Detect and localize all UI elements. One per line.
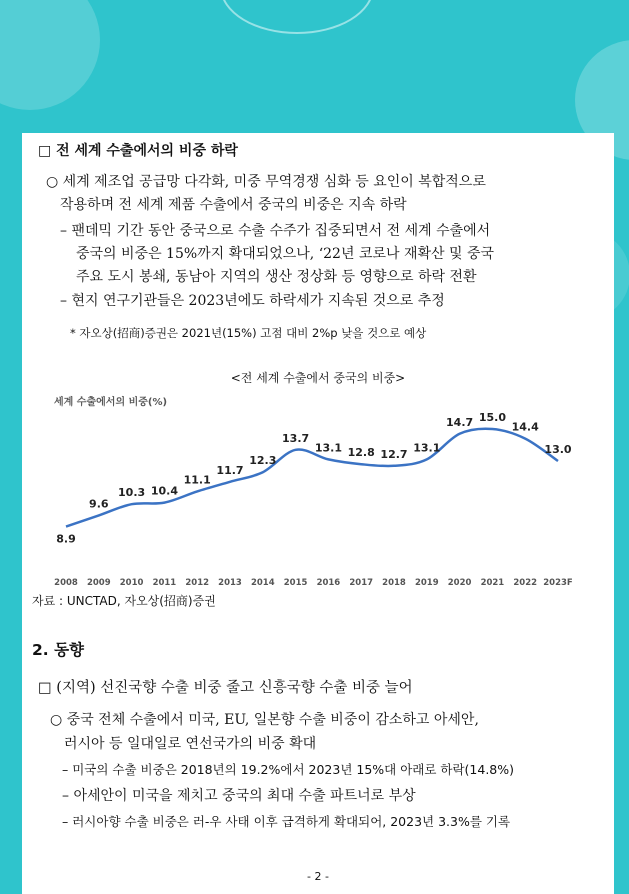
x-tick-label: 2022 [513, 578, 538, 588]
dash-line: – 팬데믹 기간 동안 중국으로 수출 수주가 집중되면서 전 세계 수출에서 [60, 223, 491, 239]
x-tick-label: 2016 [316, 578, 341, 588]
source-note: 자료 : UNCTAD, 자오상(招商)증권 [32, 594, 216, 608]
data-label: 11.1 [183, 473, 211, 487]
data-label: 13.1 [314, 441, 342, 455]
data-label: 9.6 [89, 497, 109, 511]
data-label: 12.3 [249, 454, 277, 468]
data-label: 13.1 [413, 441, 441, 455]
document-page [22, 133, 614, 894]
series-line [66, 429, 558, 527]
x-tick-label: 2020 [447, 578, 472, 588]
dash-line: – 러시아향 수출 비중은 러-우 사태 이후 급격하게 확대되어, 2023년 3.3%를 기록 [62, 814, 511, 829]
footnote: * 자오상(招商)증권은 2021년(15%) 고점 대비 2%p 낮을 것으로 예상 [70, 326, 427, 340]
chart-title: <전 세계 수출에서 중국의 비중> [230, 371, 406, 385]
data-label: 12.7 [380, 447, 408, 461]
data-label: 8.9 [56, 532, 76, 546]
dash-line: – 현지 연구기관들은 2023년에도 하락세가 지속된 것으로 추정 [60, 293, 445, 309]
dash-line: 중국의 비중은 15%까지 확대되었으나, ‘22년 코로나 재확산 및 중국 [76, 246, 495, 262]
x-tick-label: 2014 [250, 578, 275, 588]
bullet-line: 러시아 등 일대일로 연선국가의 비중 확대 [64, 736, 317, 752]
x-tick-label: 2019 [414, 578, 439, 588]
x-tick-label: 2018 [382, 578, 406, 588]
x-tick-label: 2013 [218, 578, 242, 588]
dash-line: – 아세안이 미국을 제치고 중국의 최대 수출 파트너로 부상 [62, 788, 416, 804]
dash-line: 주요 도시 봉쇄, 동남아 지역의 생산 정상화 등 영향으로 하락 전환 [76, 269, 477, 285]
data-label: 10.3 [118, 486, 146, 500]
data-label: 10.4 [150, 484, 178, 498]
x-tick-label: 2021 [480, 578, 505, 588]
data-label: 11.7 [216, 463, 244, 477]
data-label: 14.4 [511, 420, 539, 434]
x-tick-label: 2010 [119, 578, 144, 588]
data-label: 13.7 [282, 431, 310, 445]
page-number: - 2 - [307, 870, 329, 883]
background-ring [220, 0, 374, 34]
x-tick-label: 2011 [152, 578, 177, 588]
bullet-line: 작용하며 전 세계 제품 수출에서 중국의 비중은 지속 하락 [60, 197, 407, 213]
section-title: 2. 동향 [32, 641, 85, 659]
data-label: 14.7 [446, 415, 474, 429]
x-tick-label: 2012 [185, 578, 210, 588]
bullet-line: ○ 중국 전체 수출에서 미국, EU, 일본향 수출 비중이 감소하고 아세안, [50, 712, 479, 728]
background-circle [0, 0, 100, 110]
data-label: 15.0 [478, 411, 506, 424]
x-tick-label: 2009 [86, 578, 111, 588]
line-chart [22, 391, 614, 606]
data-label: 13.0 [544, 443, 572, 456]
x-tick-label: 2015 [283, 578, 308, 588]
x-tick-label: 2008 [54, 578, 78, 588]
x-tick-label: 2023F [543, 578, 573, 588]
x-tick-label: 2017 [349, 578, 374, 588]
section-heading: □ (지역) 선진국향 수출 비중 줄고 신흥국향 수출 비중 늘어 [38, 680, 413, 696]
dash-line: – 미국의 수출 비중은 2018년의 19.2%에서 2023년 15%대 아래로 하락(14.8%) [62, 762, 515, 777]
chart-y-label: 세계 수출에서의 비중(%) [54, 397, 168, 408]
bullet-line: ○ 세계 제조업 공급망 다각화, 미중 무역경쟁 심화 등 요인이 복합적으로 [46, 174, 486, 190]
section-heading: □ 전 세계 수출에서의 비중 하락 [38, 143, 238, 159]
data-label: 12.8 [347, 446, 375, 460]
